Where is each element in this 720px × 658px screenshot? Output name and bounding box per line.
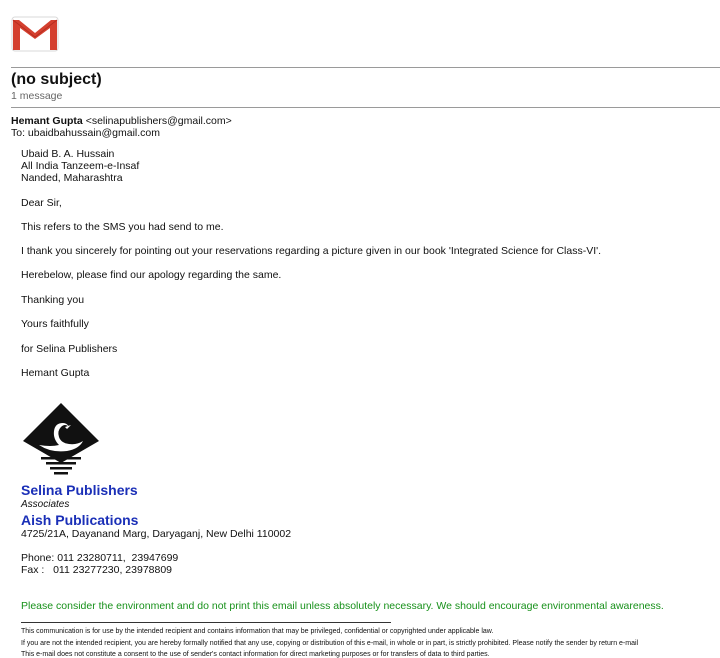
brand-selina-publishers: Selina Publishers: [21, 482, 138, 498]
address-line: All India Tanzeem-e-Insaf: [21, 160, 140, 172]
address-line: Nanded, Maharashtra: [21, 172, 123, 184]
environment-notice: Please consider the environment and do not print this email unless absolutely necessary. We should encourage environmental awareness.: [21, 600, 664, 612]
header-divider: [11, 67, 720, 68]
company-address: 4725/21A, Dayanand Marg, Daryaganj, New Delhi 110002: [21, 528, 292, 540]
brand-aish-publications: Aish Publications: [21, 512, 139, 528]
disclaimer-line: This e-mail does not constitute a consent to the use of sender's contact information for direct marketing purposes or for transfers of data to third parties.: [21, 651, 490, 658]
message-count: 1 message: [11, 90, 63, 102]
sender-line: [11, 115, 232, 127]
disclaimer-line: If you are not the intended recipient, you are hereby formally notified that any use, copying or distribution of this e-mail, in whole or in part, is strictly prohibited. Please notify the sender by return e-mail: [21, 640, 639, 647]
phone-line: Phone: 011 23280711, 23947699: [21, 552, 179, 564]
paragraph-thanks: I thank you sincerely for pointing out your reservations regarding a picture given in our book 'Integrated Science for Class-VI'.: [21, 245, 602, 257]
associates-label: Associates: [21, 499, 70, 510]
salutation: Dear Sir,: [21, 197, 62, 209]
sender-email[interactable]: <selinapublishers@gmail.com>: [85, 115, 232, 127]
email-subject: (no subject): [11, 71, 102, 88]
subject-divider: [11, 107, 720, 108]
recipient-address: [21, 148, 139, 184]
contact-numbers: [21, 552, 178, 576]
gmail-icon: [11, 16, 59, 52]
closing-name: Hemant Gupta: [21, 367, 90, 379]
closing-yours: Yours faithfully: [21, 318, 89, 330]
recipient-line: To: ubaidbahussain@gmail.com: [11, 127, 160, 139]
disclaimer-line: This communication is for use by the intended recipient and contains information that may be privileged, confidential or copyrighted under applicable law.: [21, 628, 494, 635]
paragraph-apology: Herebelow, please find our apology regarding the same.: [21, 269, 282, 281]
fax-line: Fax : 011 23277230, 23978809: [21, 564, 173, 576]
closing-company: for Selina Publishers: [21, 343, 118, 355]
sender-name: Hemant Gupta: [11, 115, 83, 127]
paragraph-sms: This refers to the SMS you had send to me.: [21, 221, 224, 233]
disclaimer-divider: [21, 622, 391, 623]
address-line: Ubaid B. A. Hussain: [21, 148, 115, 160]
closing-thanking: Thanking you: [21, 294, 85, 306]
swan-logo-icon: [21, 401, 101, 479]
